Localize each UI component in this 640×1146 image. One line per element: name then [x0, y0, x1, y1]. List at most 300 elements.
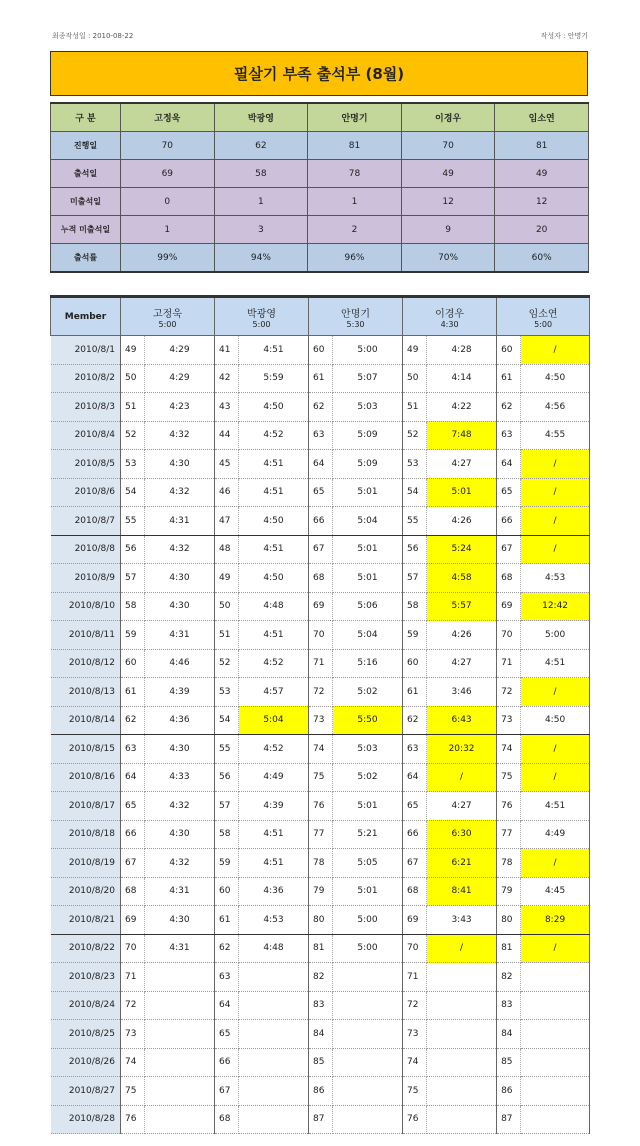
check-in-time-cell: 5:02 — [333, 678, 403, 707]
check-in-time-cell: 4:52 — [239, 421, 309, 450]
day-count-cell: 60 — [121, 649, 145, 678]
day-count-cell: 70 — [309, 621, 333, 650]
day-count-cell: 60 — [497, 336, 521, 365]
day-count-cell: 86 — [497, 1077, 521, 1106]
day-count-cell: 60 — [215, 877, 239, 906]
check-in-time-cell: 4:32 — [145, 849, 215, 878]
summary-row — [51, 188, 589, 216]
day-count-cell: 65 — [121, 792, 145, 821]
check-in-time-cell: 4:26 — [427, 507, 497, 536]
check-in-time-cell: 4:30 — [145, 564, 215, 593]
check-in-time-cell: 4:36 — [239, 877, 309, 906]
summary-value: 69 — [121, 160, 215, 188]
check-in-time-cell: 5:01 — [333, 877, 403, 906]
day-count-cell: 71 — [121, 963, 145, 992]
attendance-table — [50, 295, 590, 1134]
day-count-cell: 64 — [121, 763, 145, 792]
check-in-time-cell: 4:51 — [239, 621, 309, 650]
date-cell: 2010/8/26 — [51, 1048, 121, 1077]
day-count-cell: 58 — [215, 820, 239, 849]
date-cell: 2010/8/21 — [51, 906, 121, 935]
check-in-time-cell — [333, 1020, 403, 1049]
day-count-cell: 65 — [309, 478, 333, 507]
check-in-time-cell — [239, 991, 309, 1020]
check-in-time-cell: 4:39 — [239, 792, 309, 821]
check-in-time-cell: 4:30 — [145, 735, 215, 764]
day-count-cell: 82 — [309, 963, 333, 992]
summary-row-label: 누적 미출석일 — [51, 216, 121, 244]
day-count-cell: 73 — [497, 706, 521, 735]
attendance-row — [51, 678, 590, 707]
day-count-cell: 54 — [121, 478, 145, 507]
summary-member-name: 안명기 — [308, 103, 402, 132]
day-count-cell: 62 — [497, 393, 521, 422]
date-cell: 2010/8/17 — [51, 792, 121, 821]
attendance-row — [51, 336, 590, 365]
day-count-cell: 68 — [309, 564, 333, 593]
day-count-cell: 73 — [121, 1020, 145, 1049]
day-count-cell: 84 — [309, 1020, 333, 1049]
day-count-cell: 66 — [121, 820, 145, 849]
summary-row — [51, 160, 589, 188]
day-count-cell: 83 — [497, 991, 521, 1020]
day-count-cell: 69 — [497, 592, 521, 621]
summary-member-name: 박광영 — [214, 103, 308, 132]
day-count-cell: 52 — [215, 649, 239, 678]
day-count-cell: 67 — [403, 849, 427, 878]
check-in-time-cell: 4:33 — [145, 763, 215, 792]
check-in-time-cell: 5:04 — [333, 507, 403, 536]
check-in-time-cell — [521, 963, 590, 992]
day-count-cell: 74 — [403, 1048, 427, 1077]
day-count-cell: 78 — [309, 849, 333, 878]
sheet-title: 필살기 부족 출석부 (8월) — [50, 51, 588, 96]
summary-member-name: 고정욱 — [121, 103, 215, 132]
check-in-time-cell: 4:50 — [239, 564, 309, 593]
check-in-time-cell: 5:21 — [333, 820, 403, 849]
summary-value: 3 — [214, 216, 308, 244]
date-cell: 2010/8/25 — [51, 1020, 121, 1049]
check-in-time-cell: 4:26 — [427, 621, 497, 650]
day-count-cell: 83 — [309, 991, 333, 1020]
attendance-row — [51, 934, 590, 963]
day-count-cell: 48 — [215, 535, 239, 564]
summary-row — [51, 216, 589, 244]
day-count-cell: 54 — [403, 478, 427, 507]
day-count-cell: 75 — [403, 1077, 427, 1106]
day-count-cell: 68 — [403, 877, 427, 906]
check-in-time-cell — [145, 1105, 215, 1134]
day-count-cell: 67 — [497, 535, 521, 564]
summary-row-label: 미출석일 — [51, 188, 121, 216]
day-count-cell: 49 — [403, 336, 427, 365]
attendance-row — [51, 1048, 590, 1077]
check-in-time-cell: 4:32 — [145, 421, 215, 450]
check-in-time-cell: 4:27 — [427, 649, 497, 678]
date-cell: 2010/8/8 — [51, 535, 121, 564]
check-in-time-cell: 4:51 — [239, 450, 309, 479]
day-count-cell: 59 — [403, 621, 427, 650]
check-in-time-cell: 4:58 — [427, 564, 497, 593]
member-name: 이경우 — [435, 308, 465, 320]
date-cell: 2010/8/6 — [51, 478, 121, 507]
summary-member-name: 이경우 — [401, 103, 495, 132]
date-cell: 2010/8/22 — [51, 934, 121, 963]
check-in-time-cell: 4:45 — [521, 877, 590, 906]
day-count-cell: 67 — [309, 535, 333, 564]
day-count-cell: 71 — [497, 649, 521, 678]
summary-value: 70 — [121, 132, 215, 160]
check-in-time-cell: 4:31 — [145, 507, 215, 536]
last-updated-date: 최종작성일 : 2010-08-22 — [52, 32, 134, 40]
check-in-time-cell: 4:53 — [239, 906, 309, 935]
check-in-time-cell: 3:46 — [427, 678, 497, 707]
day-count-cell: 50 — [215, 592, 239, 621]
member-header — [403, 297, 497, 336]
day-count-cell: 72 — [403, 991, 427, 1020]
day-count-cell: 81 — [497, 934, 521, 963]
check-in-time-cell: 5:00 — [521, 621, 590, 650]
day-count-cell: 81 — [309, 934, 333, 963]
attendance-row — [51, 478, 590, 507]
attendance-row — [51, 1020, 590, 1049]
check-in-time-cell: 5:01 — [427, 478, 497, 507]
summary-value: 62 — [214, 132, 308, 160]
summary-header-label: 구 분 — [51, 103, 121, 132]
summary-row-label: 출석일 — [51, 160, 121, 188]
check-in-time-cell: 5:00 — [333, 336, 403, 365]
attendance-row — [51, 706, 590, 735]
check-in-time-cell: 5:04 — [239, 706, 309, 735]
member-header — [215, 297, 309, 336]
day-count-cell: 82 — [497, 963, 521, 992]
day-count-cell: 53 — [403, 450, 427, 479]
day-count-cell: 58 — [403, 592, 427, 621]
check-in-time-cell: 4:31 — [145, 621, 215, 650]
check-in-time-cell: 4:51 — [239, 820, 309, 849]
check-in-time-cell: 4:31 — [145, 934, 215, 963]
day-count-cell: 47 — [215, 507, 239, 536]
day-count-cell: 76 — [121, 1105, 145, 1134]
check-in-time-cell: 4:51 — [521, 649, 590, 678]
check-in-time-cell: / — [427, 934, 497, 963]
summary-value: 1 — [214, 188, 308, 216]
check-in-time-cell: 4:30 — [145, 592, 215, 621]
target-time: 5:30 — [346, 319, 365, 329]
day-count-cell: 63 — [215, 963, 239, 992]
check-in-time-cell: 5:59 — [239, 364, 309, 393]
day-count-cell: 77 — [497, 820, 521, 849]
day-count-cell: 66 — [215, 1048, 239, 1077]
day-count-cell: 65 — [215, 1020, 239, 1049]
day-count-cell: 86 — [309, 1077, 333, 1106]
check-in-time-cell: 4:50 — [521, 706, 590, 735]
check-in-time-cell: 4:23 — [145, 393, 215, 422]
day-count-cell: 66 — [497, 507, 521, 536]
check-in-time-cell: / — [521, 763, 590, 792]
check-in-time-cell — [427, 963, 497, 992]
check-in-time-cell: 8:29 — [521, 906, 590, 935]
day-count-cell: 55 — [121, 507, 145, 536]
check-in-time-cell: 4:52 — [239, 735, 309, 764]
target-time: 5:00 — [158, 319, 177, 329]
date-cell: 2010/8/14 — [51, 706, 121, 735]
day-count-cell: 60 — [309, 336, 333, 365]
attendance-row — [51, 963, 590, 992]
date-cell: 2010/8/12 — [51, 649, 121, 678]
check-in-time-cell — [145, 991, 215, 1020]
day-count-cell: 69 — [403, 906, 427, 935]
check-in-time-cell: 4:46 — [145, 649, 215, 678]
check-in-time-cell: 4:51 — [239, 478, 309, 507]
day-count-cell: 58 — [121, 592, 145, 621]
day-count-cell: 75 — [497, 763, 521, 792]
day-count-cell: 64 — [497, 450, 521, 479]
member-name: 박광영 — [247, 308, 277, 320]
check-in-time-cell — [333, 1105, 403, 1134]
check-in-time-cell: 5:00 — [333, 906, 403, 935]
attendance-row — [51, 621, 590, 650]
summary-value: 12 — [401, 188, 495, 216]
check-in-time-cell — [145, 1020, 215, 1049]
summary-member-name: 임소연 — [495, 103, 589, 132]
check-in-time-cell: / — [521, 678, 590, 707]
day-count-cell: 62 — [309, 393, 333, 422]
check-in-time-cell — [239, 1077, 309, 1106]
date-cell: 2010/8/1 — [51, 336, 121, 365]
check-in-time-cell: 5:57 — [427, 592, 497, 621]
summary-value: 78 — [308, 160, 402, 188]
check-in-time-cell: 5:24 — [427, 535, 497, 564]
attendance-row — [51, 1077, 590, 1106]
check-in-time-cell: 4:22 — [427, 393, 497, 422]
day-count-cell: 57 — [121, 564, 145, 593]
day-count-cell: 64 — [403, 763, 427, 792]
day-count-cell: 49 — [215, 564, 239, 593]
check-in-time-cell: / — [521, 535, 590, 564]
summary-value: 0 — [121, 188, 215, 216]
check-in-time-cell — [521, 1020, 590, 1049]
day-count-cell: 52 — [403, 421, 427, 450]
attendance-row — [51, 535, 590, 564]
check-in-time-cell: 4:51 — [239, 849, 309, 878]
check-in-time-cell: 4:31 — [145, 877, 215, 906]
check-in-time-cell: 4:50 — [239, 393, 309, 422]
check-in-time-cell: / — [427, 763, 497, 792]
day-count-cell: 41 — [215, 336, 239, 365]
day-count-cell: 70 — [121, 934, 145, 963]
day-count-cell: 70 — [497, 621, 521, 650]
date-cell: 2010/8/7 — [51, 507, 121, 536]
member-name: 임소연 — [528, 308, 558, 320]
summary-value: 60% — [495, 244, 589, 273]
day-count-cell: 70 — [403, 934, 427, 963]
check-in-time-cell: 4:48 — [239, 934, 309, 963]
day-count-cell: 64 — [215, 991, 239, 1020]
check-in-time-cell: 4:14 — [427, 364, 497, 393]
check-in-time-cell: 5:50 — [333, 706, 403, 735]
date-cell: 2010/8/15 — [51, 735, 121, 764]
day-count-cell: 66 — [309, 507, 333, 536]
attendance-row — [51, 877, 590, 906]
day-count-cell: 56 — [403, 535, 427, 564]
check-in-time-cell: 4:57 — [239, 678, 309, 707]
author-label: 작성자 : 안명기 — [540, 32, 588, 40]
summary-value: 70 — [401, 132, 495, 160]
attendance-row — [51, 393, 590, 422]
summary-value: 99% — [121, 244, 215, 273]
check-in-time-cell: 6:43 — [427, 706, 497, 735]
day-count-cell: 61 — [309, 364, 333, 393]
check-in-time-cell: 5:01 — [333, 478, 403, 507]
check-in-time-cell — [427, 1105, 497, 1134]
day-count-cell: 79 — [497, 877, 521, 906]
date-cell: 2010/8/28 — [51, 1105, 121, 1134]
attendance-row — [51, 735, 590, 764]
check-in-time-cell: 4:55 — [521, 421, 590, 450]
check-in-time-cell: 4:32 — [145, 478, 215, 507]
day-count-cell: 57 — [215, 792, 239, 821]
day-count-cell: 53 — [215, 678, 239, 707]
check-in-time-cell: 5:04 — [333, 621, 403, 650]
target-time: 5:00 — [534, 319, 553, 329]
check-in-time-cell: 5:09 — [333, 421, 403, 450]
day-count-cell: 69 — [121, 906, 145, 935]
target-time: 5:00 — [252, 319, 271, 329]
date-cell: 2010/8/24 — [51, 991, 121, 1020]
day-count-cell: 84 — [497, 1020, 521, 1049]
day-count-cell: 55 — [403, 507, 427, 536]
summary-row — [51, 132, 589, 160]
check-in-time-cell: 5:01 — [333, 535, 403, 564]
day-count-cell: 74 — [497, 735, 521, 764]
date-cell: 2010/8/27 — [51, 1077, 121, 1106]
day-count-cell: 54 — [215, 706, 239, 735]
check-in-time-cell — [239, 963, 309, 992]
check-in-time-cell: 4:50 — [239, 507, 309, 536]
attendance-row — [51, 1105, 590, 1134]
day-count-cell: 69 — [309, 592, 333, 621]
check-in-time-cell — [333, 1077, 403, 1106]
member-name: 안명기 — [341, 308, 371, 320]
check-in-time-cell: 6:30 — [427, 820, 497, 849]
attendance-row — [51, 849, 590, 878]
day-count-cell: 51 — [403, 393, 427, 422]
day-count-cell: 76 — [309, 792, 333, 821]
check-in-time-cell: 4:49 — [239, 763, 309, 792]
day-count-cell: 72 — [309, 678, 333, 707]
check-in-time-cell: 6:21 — [427, 849, 497, 878]
day-count-cell: 61 — [403, 678, 427, 707]
day-count-cell: 74 — [309, 735, 333, 764]
check-in-time-cell: 4:30 — [145, 820, 215, 849]
check-in-time-cell — [145, 963, 215, 992]
day-count-cell: 87 — [309, 1105, 333, 1134]
check-in-time-cell — [333, 963, 403, 992]
summary-value: 12 — [495, 188, 589, 216]
summary-value: 1 — [308, 188, 402, 216]
check-in-time-cell: 4:50 — [521, 364, 590, 393]
check-in-time-cell — [427, 1077, 497, 1106]
day-count-cell: 63 — [403, 735, 427, 764]
day-count-cell: 67 — [121, 849, 145, 878]
day-count-cell: 75 — [121, 1077, 145, 1106]
day-count-cell: 68 — [215, 1105, 239, 1134]
check-in-time-cell — [239, 1048, 309, 1077]
day-count-cell: 79 — [309, 877, 333, 906]
summary-row — [51, 244, 589, 273]
check-in-time-cell: 5:03 — [333, 393, 403, 422]
check-in-time-cell — [145, 1077, 215, 1106]
check-in-time-cell: 4:49 — [521, 820, 590, 849]
day-count-cell: 43 — [215, 393, 239, 422]
day-count-cell: 63 — [497, 421, 521, 450]
summary-value: 49 — [495, 160, 589, 188]
day-count-cell: 55 — [215, 735, 239, 764]
day-count-cell: 59 — [121, 621, 145, 650]
day-count-cell: 67 — [215, 1077, 239, 1106]
summary-value: 20 — [495, 216, 589, 244]
day-count-cell: 80 — [497, 906, 521, 935]
day-count-cell: 56 — [215, 763, 239, 792]
day-count-cell: 51 — [215, 621, 239, 650]
member-column-label: Member — [51, 297, 121, 336]
day-count-cell: 63 — [309, 421, 333, 450]
check-in-time-cell: 4:56 — [521, 393, 590, 422]
member-header — [497, 297, 590, 336]
day-count-cell: 53 — [121, 450, 145, 479]
check-in-time-cell: 4:52 — [239, 649, 309, 678]
check-in-time-cell: 20:32 — [427, 735, 497, 764]
check-in-time-cell — [521, 1077, 590, 1106]
date-cell: 2010/8/5 — [51, 450, 121, 479]
day-count-cell: 80 — [309, 906, 333, 935]
check-in-time-cell — [239, 1020, 309, 1049]
day-count-cell: 50 — [121, 364, 145, 393]
check-in-time-cell: 4:30 — [145, 906, 215, 935]
day-count-cell: 75 — [309, 763, 333, 792]
day-count-cell: 59 — [215, 849, 239, 878]
day-count-cell: 63 — [121, 735, 145, 764]
day-count-cell: 62 — [403, 706, 427, 735]
check-in-time-cell — [427, 1048, 497, 1077]
check-in-time-cell: / — [521, 336, 590, 365]
day-count-cell: 85 — [309, 1048, 333, 1077]
attendance-row — [51, 421, 590, 450]
check-in-time-cell — [521, 1048, 590, 1077]
day-count-cell: 49 — [121, 336, 145, 365]
check-in-time-cell: 8:41 — [427, 877, 497, 906]
check-in-time-cell: 4:32 — [145, 535, 215, 564]
day-count-cell: 61 — [121, 678, 145, 707]
day-count-cell: 61 — [497, 364, 521, 393]
day-count-cell: 45 — [215, 450, 239, 479]
day-count-cell: 76 — [403, 1105, 427, 1134]
check-in-time-cell: 5:06 — [333, 592, 403, 621]
attendance-row — [51, 364, 590, 393]
attendance-row — [51, 450, 590, 479]
summary-value: 9 — [401, 216, 495, 244]
check-in-time-cell: 4:53 — [521, 564, 590, 593]
check-in-time-cell: 5:16 — [333, 649, 403, 678]
date-cell: 2010/8/18 — [51, 820, 121, 849]
day-count-cell: 44 — [215, 421, 239, 450]
check-in-time-cell: / — [521, 934, 590, 963]
day-count-cell: 66 — [403, 820, 427, 849]
check-in-time-cell: 5:05 — [333, 849, 403, 878]
date-cell: 2010/8/4 — [51, 421, 121, 450]
check-in-time-cell: 12:42 — [521, 592, 590, 621]
